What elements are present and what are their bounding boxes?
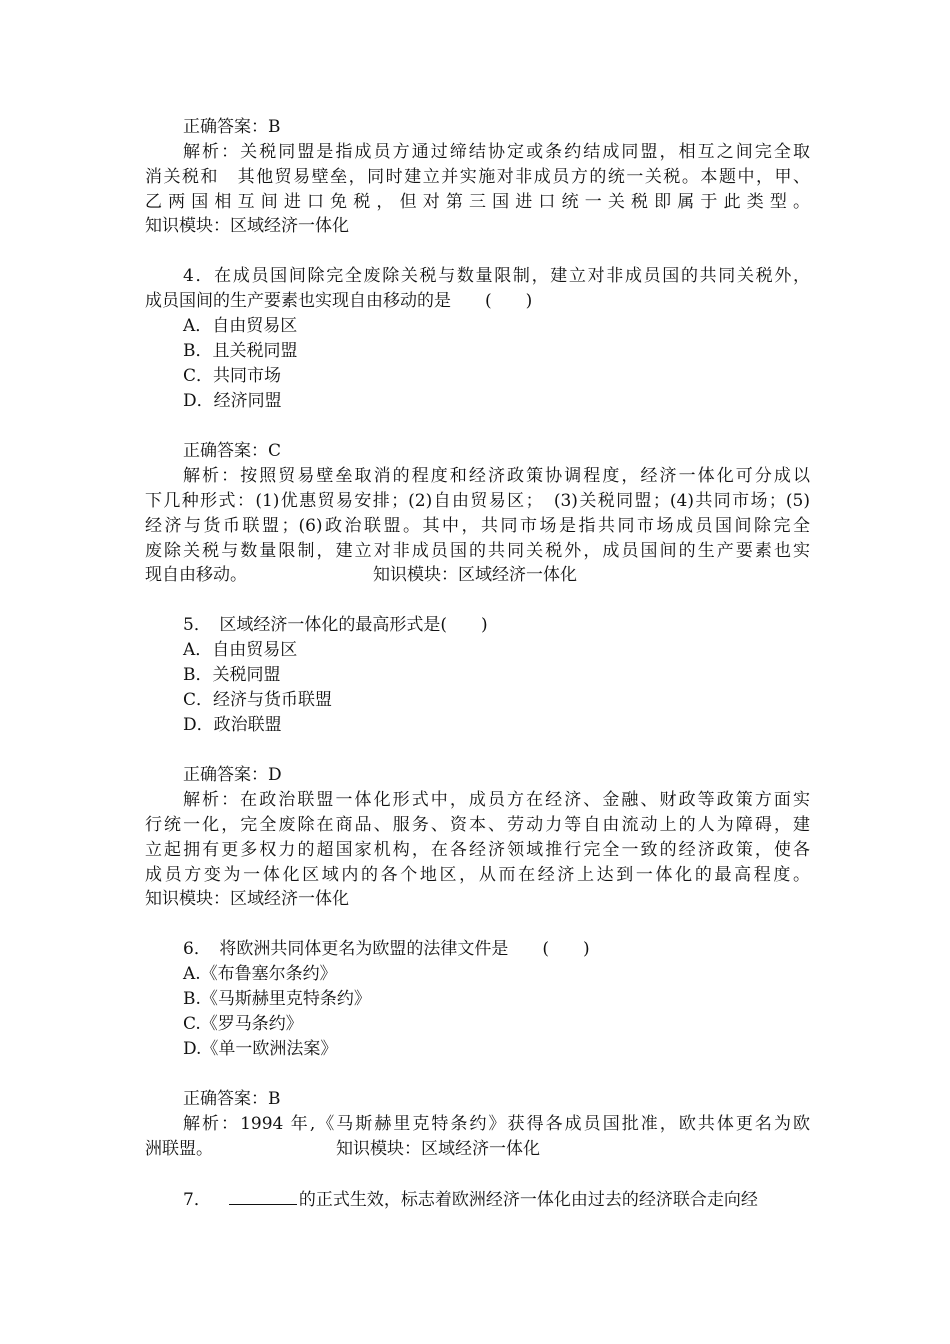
option-a: A．自由贸易区 <box>183 316 298 336</box>
analysis-line: 废除关税与数量限制，建立对非成员国的共同关税外，成员国间的生产要素也实 <box>145 541 810 561</box>
analysis-line: 解析：1994 年,《马斯赫里克特条约》获得各成员国批准，欧共体更名为欧 <box>183 1114 810 1134</box>
analysis-line: 立起拥有更多权力的超国家机构，在各经济领域推行完全一致的经济政策，使各 <box>145 840 810 860</box>
option-d: D．政治联盟 <box>183 715 282 735</box>
analysis-line: 下几种形式：(1)优惠贸易安排；(2)自由贸易区； (3)关税同盟；(4)共同市场；(5) <box>145 491 810 511</box>
question-stem: 4．在成员国间除完全废除关税与数量限制，建立对非成员国的共同关税外， <box>183 266 810 286</box>
analysis-line: 行统一化，完全废除在商品、服务、资本、劳动力等自由流动上的人为障碍，建 <box>145 815 810 835</box>
question-stem-7 <box>183 1187 810 1213</box>
answer-line: 正确答案：B <box>183 1089 281 1109</box>
option-b: B．关税同盟 <box>183 665 281 685</box>
answer-line: 正确答案：B <box>183 117 281 137</box>
option-a: A．自由贸易区 <box>183 640 298 660</box>
analysis-line: 解析：在政治联盟一体化形式中，成员方在经济、金融、财政等政策方面实 <box>183 790 810 810</box>
option-b: B.《马斯赫里克特条约》 <box>183 989 371 1009</box>
analysis-line: 经济与货币联盟；(6)政治联盟。其中，共同市场是指共同市场成员国间除完全 <box>145 516 810 536</box>
option-c: C．经济与货币联盟 <box>183 690 333 710</box>
fill-in-blank <box>229 1187 297 1205</box>
option-a: A.《布鲁塞尔条约》 <box>183 964 337 984</box>
knowledge-module: 知识模块：区域经济一体化 <box>336 1139 540 1159</box>
option-d: D.《单一欧洲法案》 <box>183 1039 338 1059</box>
question-stem-text: 的正式生效，标志着欧洲经济一体化由过去的经济联合走向经 <box>298 1190 758 1210</box>
question-stem: 6． 将欧洲共同体更名为欧盟的法律文件是 ( ) <box>183 939 590 959</box>
analysis-line: 现自由移动。 <box>145 565 247 585</box>
question-number: 7． <box>183 1190 211 1210</box>
analysis-line: 成员方变为一体化区域内的各个地区，从而在经济上达到一体化的最高程度。 <box>145 865 810 885</box>
knowledge-module: 知识模块：区域经济一体化 <box>145 216 349 236</box>
question-stem: 5． 区域经济一体化的最高形式是( ) <box>183 615 488 635</box>
analysis-line: 乙两国相互间进口免税，但对第三国进口统一关税即属于此类型。 <box>145 192 810 212</box>
option-d: D．经济同盟 <box>183 391 282 411</box>
option-b: B．且关税同盟 <box>183 341 298 361</box>
analysis-line: 解析：关税同盟是指成员方通过缔结协定或条约结成同盟，相互之间完全取 <box>183 142 810 162</box>
answer-line: 正确答案：D <box>183 765 282 785</box>
option-c: C．共同市场 <box>183 366 282 386</box>
option-c: C.《罗马条约》 <box>183 1014 303 1034</box>
question-stem: 成员国间的生产要素也实现自由移动的是 ( ) <box>145 291 533 311</box>
analysis-line: 解析：按照贸易壁垒取消的程度和经济政策协调程度，经济一体化可分成以 <box>183 466 810 486</box>
answer-line: 正确答案：C <box>183 441 282 461</box>
analysis-line: 消关税和 其他贸易壁垒，同时建立并实施对非成员方的统一关税。本题中，甲、 <box>145 167 810 187</box>
knowledge-module: 知识模块：区域经济一体化 <box>145 889 349 909</box>
analysis-line: 洲联盟。 <box>145 1139 213 1159</box>
knowledge-module: 知识模块：区域经济一体化 <box>373 565 577 585</box>
